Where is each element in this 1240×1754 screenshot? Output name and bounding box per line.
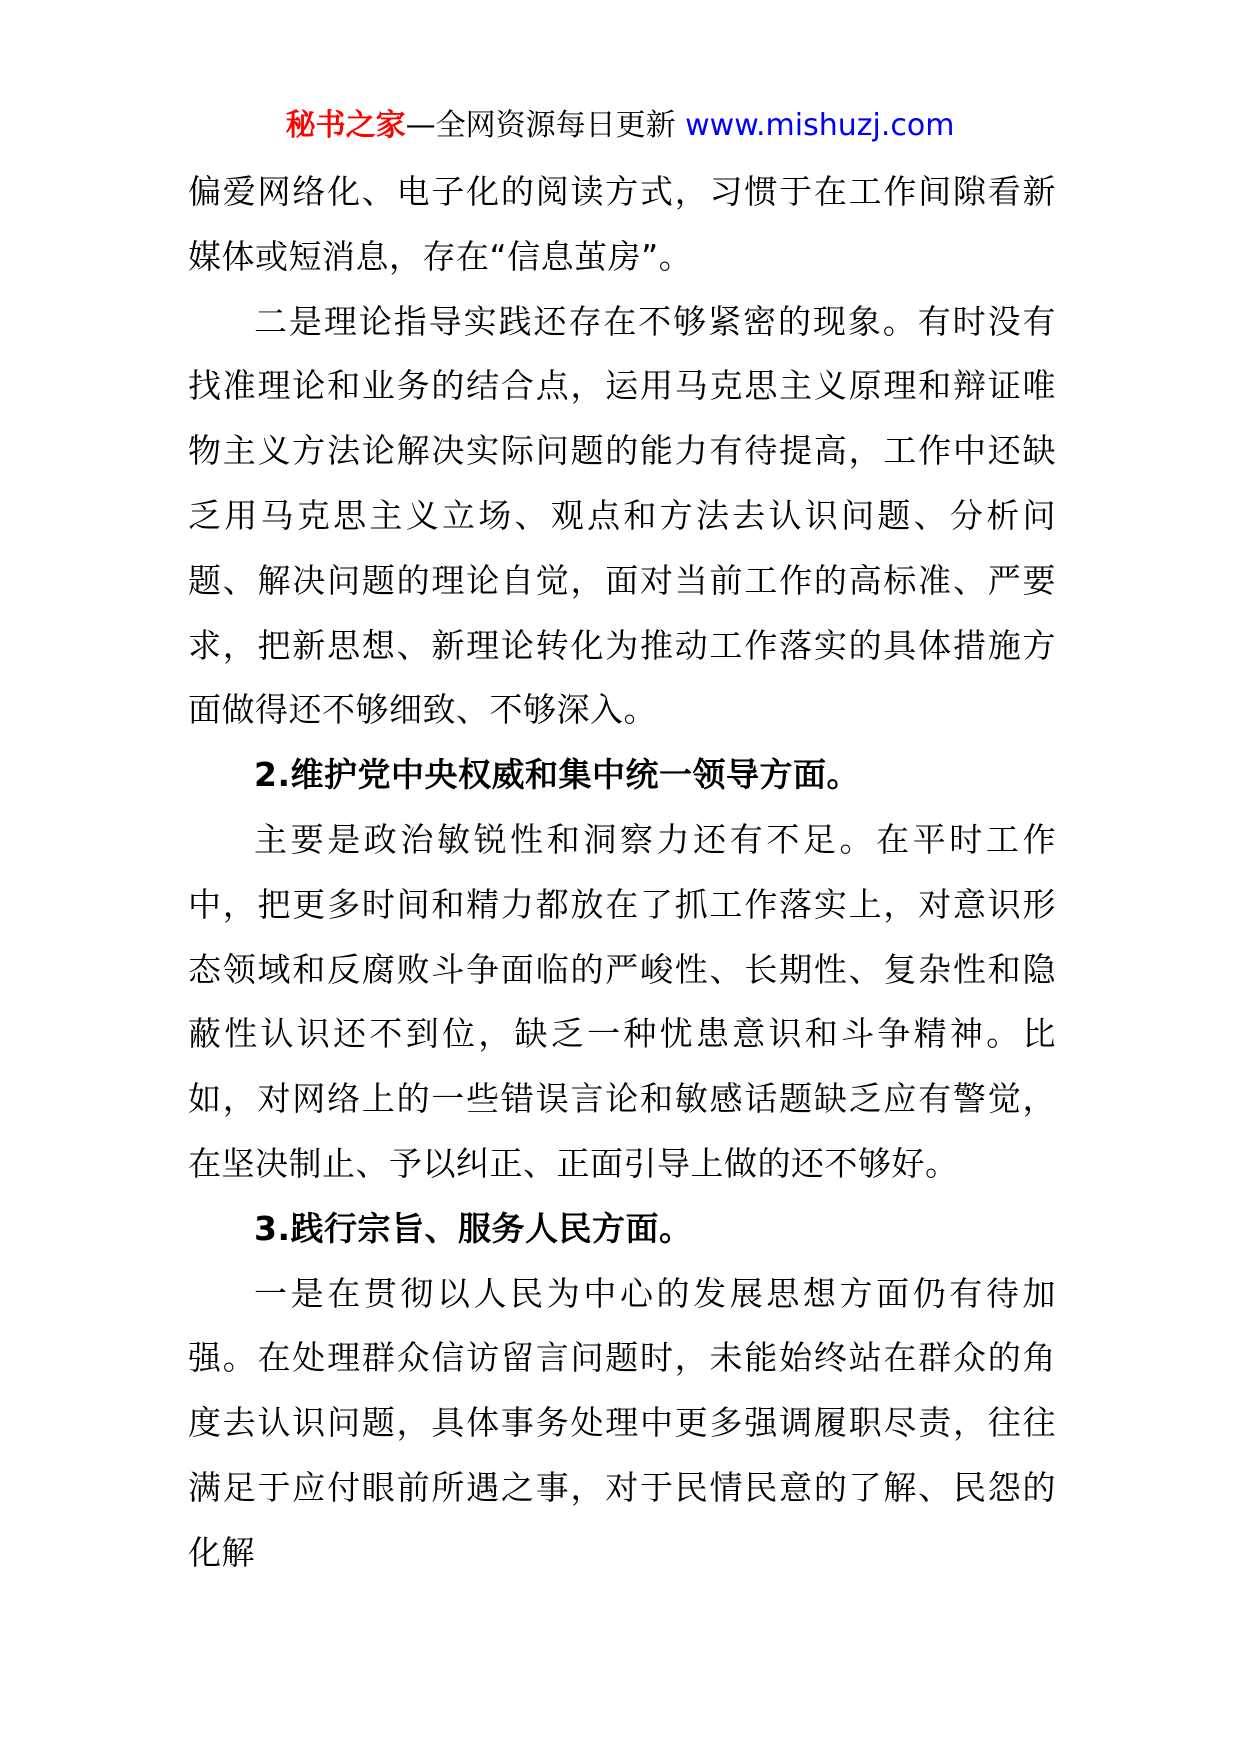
paragraph-serve-people: 一是在贯彻以人民为中心的发展思想方面仍有待加强。在处理群众信访留言问题时，未能始终站在群众的角度去认识问题，具体事务处理中更多强调履职尽责，往往满足于应付眼前所遇之事，对于民情民意的了解、民怨的化解 — [188, 1273, 1056, 1572]
paragraph-continuation: 偏爱网络化、电子化的阅读方式，习惯于在工作间隙看新媒体或短消息，存在“信息茧房”。 — [188, 172, 1056, 276]
document-body — [188, 160, 1056, 1586]
site-header — [0, 106, 1240, 146]
site-url-link[interactable]: www.mishuzj.com — [685, 108, 955, 143]
paragraph-theory-practice: 二是理论指导实践还存在不够紧密的现象。有时没有找准理论和业务的结合点，运用马克思主义原理和辩证唯物主义方法论解决实际问题的能力有待提高，工作中还缺乏用马克思主义立场、观点和方法去认识问题、分析问题、解决问题的理论自觉，面对当前工作的高标准、严要求，把新思想、新理论转化为推动工作落实的具体措施方面做得还不够细致、不够深入。 — [188, 301, 1056, 730]
section-heading-3: 3.践行宗旨、服务人民方面。 — [254, 1208, 693, 1248]
paragraph-political-sensitivity: 主要是政治敏锐性和洞察力还有不足。在平时工作中，把更多时间和精力都放在了抓工作落实上，对意识形态领域和反腐败斗争面临的严峻性、长期性、复杂性和隐蔽性认识还不到位，缺乏一种忧患意识和斗争精神。比如，对网络上的一些错误言论和敏感话题缺乏应有警觉，在坚决制止、予以纠正、正面引导上做的还不够好。 — [188, 819, 1056, 1183]
header-tagline: —全网资源每日更新 — [405, 108, 686, 143]
brand-name: 秘书之家 — [285, 108, 406, 143]
section-heading-2: 2.维护党中央权威和集中统一领导方面。 — [254, 755, 860, 795]
